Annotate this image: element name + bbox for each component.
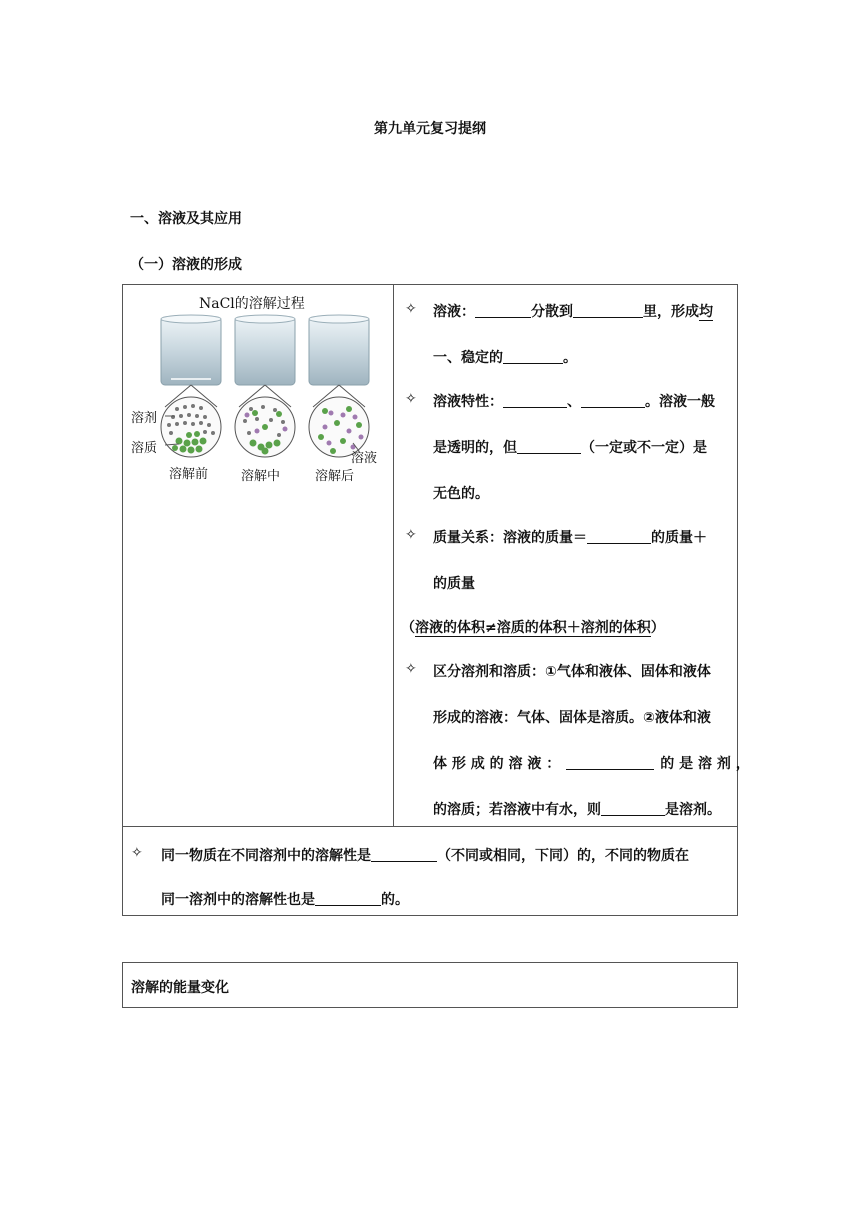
- text: 区分溶剂和溶质：①气体和液体、固体和液体: [433, 664, 711, 680]
- point-solubility: [123, 827, 737, 917]
- bullet-icon: ✧: [405, 661, 417, 677]
- text: （一定或不一定）是: [581, 440, 707, 456]
- fill-blank: [581, 393, 645, 408]
- text: 同一溶剂中的溶解性也是: [161, 892, 315, 908]
- fill-blank: [503, 349, 563, 364]
- beaker-after-icon: [309, 315, 369, 385]
- text: ）: [650, 620, 665, 636]
- label-solute: 溶质: [131, 441, 158, 456]
- text: 的。: [381, 892, 409, 908]
- text: 里，形成: [643, 304, 699, 320]
- fill-blank: [517, 439, 581, 454]
- text: 均: [699, 304, 713, 320]
- text: 同一物质在不同溶剂中的溶解性是: [161, 848, 371, 864]
- text: 体 形 成 的 溶 液 ：: [433, 756, 561, 772]
- text: 是透明的，但: [433, 440, 517, 456]
- text: 的质量＋: [651, 530, 707, 546]
- bullet-icon: ✧: [131, 845, 143, 861]
- text: 质量关系：溶液的质量＝: [433, 530, 587, 546]
- text: 是溶剂。: [665, 802, 721, 818]
- beaker-during-icon: [235, 315, 295, 385]
- column-divider: [393, 285, 394, 826]
- text: （不同或相同，下同）的，不同的物质在: [437, 848, 689, 864]
- text: 的质量: [433, 576, 475, 592]
- figure-title: NaCl的溶解过程: [199, 296, 305, 312]
- text: 的 是 溶 剂 ，: [660, 756, 750, 772]
- text: 分散到: [531, 304, 573, 320]
- fill-blank: [371, 847, 437, 862]
- text: 溶液：: [433, 304, 475, 320]
- particles-during-icon: [235, 397, 295, 457]
- fill-blank: [475, 303, 531, 318]
- fill-blank: [503, 393, 567, 408]
- section-heading: 一、溶液及其应用: [130, 211, 242, 227]
- bullet-icon: ✧: [405, 391, 417, 407]
- text: 形成的溶液：气体、固体是溶质。②液体和液: [433, 710, 711, 726]
- text: 。: [563, 350, 577, 366]
- fill-blank: [566, 755, 654, 770]
- bullet-icon: ✧: [405, 301, 417, 317]
- text: 。溶液一般: [645, 394, 715, 410]
- note-volume: [401, 617, 735, 637]
- label-solution: 溶液: [351, 451, 378, 466]
- bullet-icon: ✧: [405, 527, 417, 543]
- nacl-dissolution-figure: [129, 291, 379, 491]
- text: 无色的。: [433, 486, 489, 502]
- caption-during: 溶解中: [241, 469, 281, 484]
- particles-before-icon: [161, 397, 221, 457]
- page-title: 第九单元复习提纲: [374, 121, 486, 137]
- text: 溶液特性：: [433, 394, 503, 410]
- text: 、: [567, 394, 581, 410]
- text: （: [401, 620, 415, 636]
- energy-change-label: 溶解的能量变化: [131, 980, 229, 996]
- text: 溶液的体积≠溶质的体积＋溶剂的体积: [415, 620, 651, 636]
- beaker-illustration: [129, 291, 379, 491]
- caption-after: 溶解后: [315, 469, 355, 484]
- subsection-heading: （一）溶液的形成: [130, 257, 242, 273]
- content-table: [122, 284, 750, 916]
- fill-blank: [573, 303, 643, 318]
- beaker-before-icon: [161, 315, 221, 385]
- fill-blank: [587, 529, 651, 544]
- fill-blank: [315, 891, 381, 906]
- caption-before: 溶解前: [169, 467, 209, 482]
- label-solvent: 溶剂: [131, 411, 158, 426]
- energy-change-box: [122, 962, 738, 1008]
- fill-blank: [601, 801, 665, 816]
- text: 的溶质；若溶液中有水，则: [433, 802, 601, 818]
- text: 一、稳定的: [433, 350, 503, 366]
